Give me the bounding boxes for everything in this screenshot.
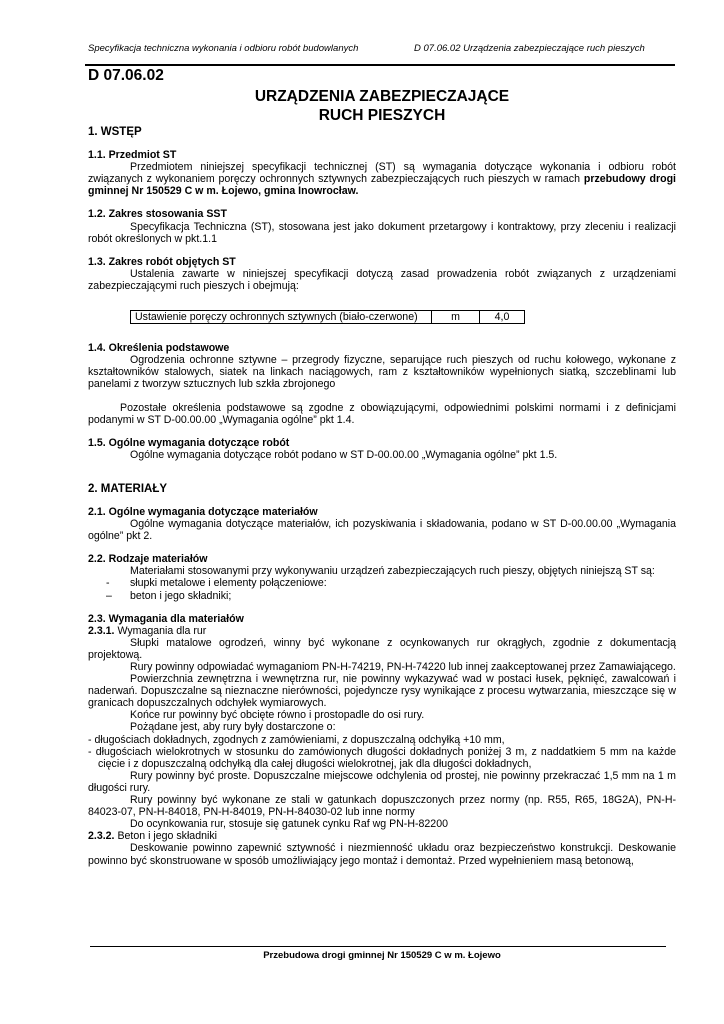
table-cell-quantity: 4,0	[480, 311, 525, 324]
paragraph: Powierzchnia zewnętrzna i wewnętrzna rur, nie powinny wykazywać wad w postaci łusek, pęknięć, zawalcowań i naderwań. Dopuszczalne są nieznaczne nierówności, pojedyncze rysy wynikające z procesu wytwarzania, mieszczące się w granicach dopuszczalnych odchyłek wymiarowych.	[88, 673, 676, 710]
section-2-1-text: Ogólne wymagania dotyczące materiałów, ich pozyskiwania i składowania, podano w ST D-00.00.00 „Wymagania ogólne” pkt 2.	[88, 518, 676, 543]
section-2-1-heading: 2.1. Ogólne wymagania dotyczące materiałów	[88, 505, 318, 518]
paragraph: Rury powinny być proste. Dopuszczalne miejscowe odchylenia od prostej, nie powinny przekraczać 1,5 mm na 1 m długości rury.	[88, 769, 676, 794]
section-1-2-heading: 1.2. Zakres stosowania SST	[88, 208, 227, 221]
list-item: - długościach dokładnych, zgodnych z zamówieniami, z dopuszczalną odchyłką +10 mm,	[88, 733, 505, 746]
section-1-2-text: Specyfikacja Techniczna (ST), stosowana jest jako dokument przetargowy i kontraktowy, przy zleceniu i realizacji robót określonych w pkt.1.1	[88, 220, 676, 245]
section-1-4-text-1: Ogrodzenia ochronne sztywne – przegrody fizyczne, separujące ruch pieszych od ruchu kołowego, wykonane z kształtowników stalowych, siatek na linkach naciągowych, ram z kształtowników wypełnionych siatką, szczeblinami lub panelami z tworzyw sztucznych lub szkła zbrojonego	[88, 354, 676, 391]
paragraph: Do ocynkowania rur, stosuje się gatunek cynku Raf wg PN-H-82200	[130, 818, 448, 831]
paragraph: Pożądane jest, aby rury były dostarczone o:	[130, 721, 336, 734]
list-item: - długościach wielokrotnych w stosunku do zamówionych długości dokładnych poniżej 3 m, z naddatkiem 5 mm na każde cięcie i z dopuszczalną odchyłką dla całej długości wielokrotnej, jak dla długości dokładnych,	[88, 745, 676, 770]
section-1-5-text: Ogólne wymagania dotyczące robót podano w ST D-00.00.00 „Wymagania ogólne” pkt 1.5.	[130, 448, 558, 461]
table-cell-unit: m	[432, 311, 480, 324]
section-1-heading: 1. WSTĘP	[88, 126, 142, 138]
list-item: – beton i jego składniki;	[106, 589, 232, 602]
header-right: D 07.06.02 Urządzenia zabezpieczające ruch pieszych	[414, 43, 645, 54]
section-2-3-2-heading: 2.3.2. Beton i jego składniki	[88, 830, 217, 843]
table-cell-description: Ustawienie poręczy ochronnych sztywnych (biało-czerwone)	[131, 311, 432, 324]
header-divider	[85, 64, 675, 66]
header-left: Specyfikacja techniczna wykonania i odbioru robót budowlanych	[88, 43, 359, 54]
page-title-line1: URZĄDZENIA ZABEZPIECZAJĄCE	[254, 88, 510, 105]
section-2-heading: 2. MATERIAŁY	[88, 482, 168, 495]
page-title-line2: RUCH PIESZYCH	[318, 107, 446, 124]
section-1-3-text: Ustalenia zawarte w niniejszej specyfikacji dotyczą zasad prowadzenia robót związanych z urządzeniami zabezpieczającymi ruch pieszych i obejmują:	[88, 267, 676, 292]
paragraph: Rury powinny odpowiadać wymaganiom PN-H-74219, PN-H-74220 lub innej zaakceptowanej przez Zamawiającego.	[130, 661, 676, 673]
section-1-1-text: Przedmiotem niniejszej specyfikacji technicznej (ST) są wymagania dotyczące wykonania i odbioru robót związanych z wykonaniem poręczy ochronnych sztywnych zabezpieczających ruch pieszych w ramach przebudowy drogi gminnej Nr 150529 C w m. Łojewo, gmina Inowrocław.	[88, 161, 676, 198]
table-row	[131, 311, 525, 324]
document-body	[88, 126, 676, 867]
section-1-1-heading: 1.1. Przedmiot ST	[88, 149, 177, 162]
paragraph: Deskowanie powinno zapewnić sztywność i niezmienność układu oraz bezpieczeństwo konstrukcji. Deskowanie powinno być skonstruowane w sposób umożliwiający jego montaż i demontaż. Przed wypełnieniem masą betonową,	[88, 842, 676, 867]
page-footer: Przebudowa drogi gminnej Nr 150529 C w m. Łojewo	[263, 950, 501, 961]
paragraph: Rury powinny być wykonane ze stali w gatunkach dopuszczonych przez normy (np. R55, R65, 18G2A), PN-H-84023-07, PN-H-84018, PN-H-84019, PN-H-84030-02 lub inne normy	[88, 794, 676, 819]
footer-divider	[90, 946, 666, 947]
scope-table	[130, 310, 525, 324]
section-2-3-1-heading: 2.3.1. Wymagania dla rur	[88, 624, 207, 637]
section-1-4-heading: 1.4. Określenia podstawowe	[88, 342, 230, 355]
section-1-5-heading: 1.5. Ogólne wymagania dotyczące robót	[88, 436, 290, 449]
section-2-3-heading: 2.3. Wymagania dla materiałów	[88, 612, 244, 625]
paragraph: Słupki matalowe ogrodzeń, winny być wykonane z ocynkowanych rur okrągłych, zgodnie z dokumentacją projektową.	[88, 636, 676, 661]
document-code: D 07.06.02	[88, 67, 164, 84]
section-1-4-text-2: Pozostałe określenia podstawowe są zgodne z obowiązującymi, odpowiednimi polskimi normami i z definicjami podanymi w ST D-00.00.00 „Wymagania ogólne” pkt 1.4.	[88, 401, 676, 426]
section-1-3-heading: 1.3. Zakres robót objętych ST	[88, 255, 236, 268]
section-2-2-heading: 2.2. Rodzaje materiałów	[88, 553, 208, 566]
section-2-2-text: Materiałami stosowanymi przy wykonywaniu urządzeń zabezpieczających ruch pieszy, objętych niniejszą ST są:	[130, 565, 655, 578]
list-item: - słupki metalowe i elementy połączeniowe:	[106, 577, 327, 590]
paragraph: Końce rur powinny być obcięte równo i prostopadle do osi rury.	[130, 709, 425, 722]
